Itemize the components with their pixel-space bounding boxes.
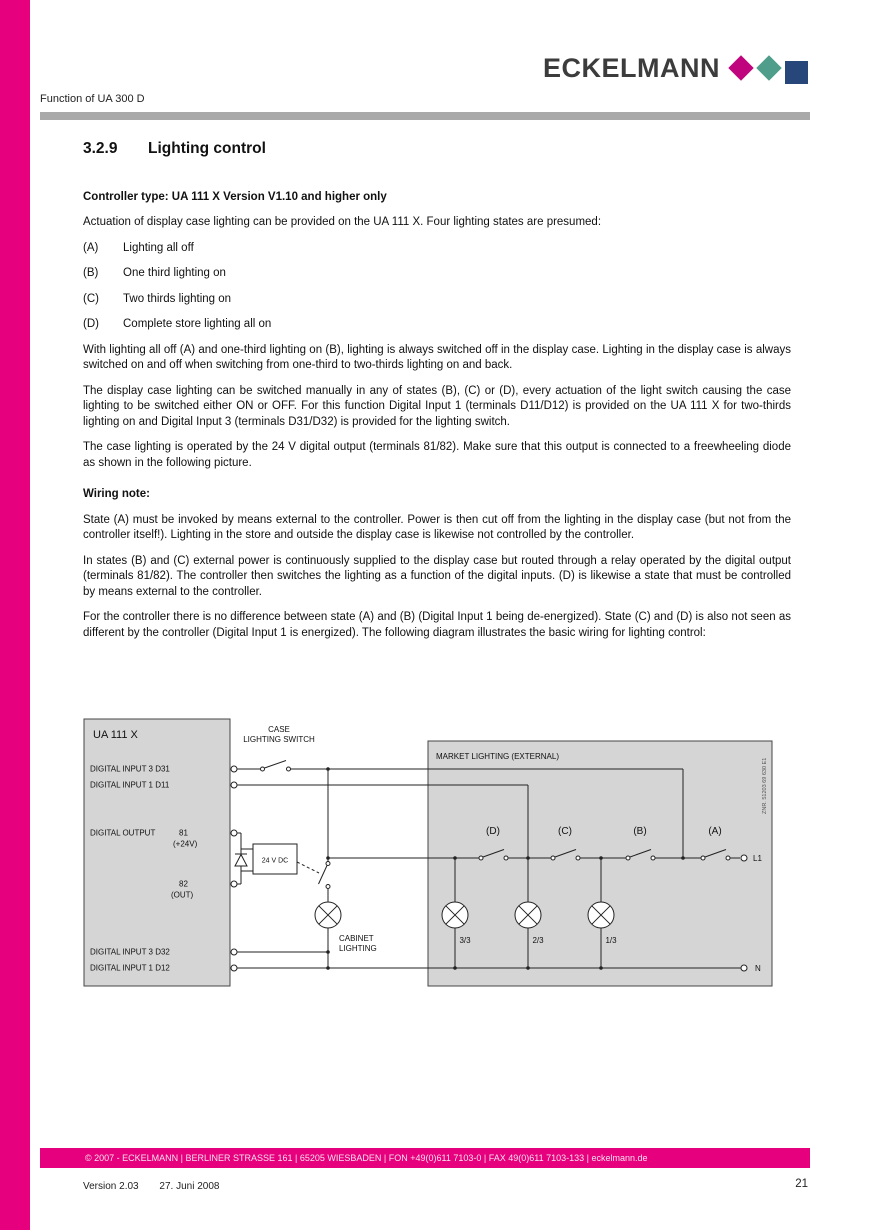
header-rule [40,112,810,120]
label-d11: DIGITAL INPUT 1 D11 [90,780,170,790]
terminal-n [741,965,747,971]
main-content [83,141,791,641]
switch-b-label: (B) [633,826,647,837]
wiring-diagram-svg [83,716,791,994]
date-text: 27. Juni 2008 [159,1181,220,1192]
terminal-l1 [741,855,747,861]
wiring-note-heading: Wiring note: [83,488,150,500]
state-item-a [83,241,791,257]
state-text: Complete store lighting all on [123,318,272,330]
state-text: Two thirds lighting on [123,292,232,305]
state-item-b [83,266,791,282]
state-item-c [83,292,791,308]
case-switch-label-2: LIGHTING SWITCH [243,735,315,744]
switch-a-label: (A) [708,826,722,837]
state-text: One third lighting on [123,267,226,279]
label-d32: DIGITAL INPUT 3 D32 [90,947,170,957]
cabinet-lamp-icon [315,902,341,928]
relay-mechanical-link [297,862,319,873]
intro-paragraph: Actuation of display case lighting can be provided on the UA 111 X. Four lighting states are presumed: [83,216,602,228]
brand-accent-bar [0,0,30,1230]
state-label: (A) [83,241,99,254]
freewheeling-diode-icon [235,855,247,867]
heading-title: Lighting control [148,140,266,157]
paragraph-2: The display case lighting can be switched manually in any of states (B), (C) or (D), every actuation of the light switch causing the case lighting to be switched either ON or OFF. For this function Digital Input 1 (terminals D11/D12) is provided on the UA 111 X for two-thirds lighting on and Digital Input 3 (terminals D31/D32) is provided for the lighting switch. [83,384,791,428]
eckelmann-logo [543,52,808,84]
document-section-label: Function of UA 300 D [40,93,145,105]
switch-c-label: (C) [558,826,572,837]
wiring-diagram [83,716,791,994]
green-diamond-icon [756,55,781,80]
label-d12: DIGITAL INPUT 1 D12 [90,963,170,973]
controller-title: UA 111 X [93,729,138,741]
paragraph-1: With lighting all off (A) and one-third lighting on (B), lighting is always switched off in the display case. Lighting in the display case is always switched on and off when switching from one-third to two-thirds lighting on and back. [83,343,791,371]
cabinet-lighting-label-1: CABINET [339,934,374,943]
case-switch-label-1: CASE [268,725,290,734]
label-d31: DIGITAL INPUT 3 D31 [90,764,170,774]
footer-copyright-bar: © 2007 - ECKELMANN | BERLINER STRASSE 161 | 65205 WIESBADEN | FON +49(0)611 7103-0 | FAX 49(0)611 7103-133 | eckelmann.de [40,1148,810,1168]
paragraph-6: For the controller there is no difference between state (A) and (B) (Digital Input 1 being de-energized). State (C) and (D) is also not seen as different by the controller (Digital Input 1 is energized). The following diagram illustrates the basic wiring for lighting control: [83,611,791,639]
state-label: (D) [83,318,99,330]
paragraph-5: In states (B) and (C) external power is continuously supplied to the display case but routed through a relay operated by the digital output (terminals 81/82). The controller then switches the lighting as a function of the digital inputs. (D) is likewise a state that must be controlled by means external to the controller. [83,554,791,598]
paragraph-4: State (A) must be invoked by means external to the controller. Power is then cut off from the lighting in the display case (but not from the controller itself!). Lighting in the store and outside the display case is likewise not controlled by the controller. [83,513,791,541]
version-text: Version 2.03 [83,1181,139,1192]
market-lighting-box [428,741,772,986]
label-24v: (+24V) [173,839,198,849]
label-82: 82 [179,879,188,889]
relay-contact-arm [319,866,328,885]
blue-square-icon [785,61,808,84]
page-number: 21 [795,1178,808,1190]
state-item-d [83,317,791,333]
lamp-2-3-label: 2/3 [532,936,544,945]
paragraph-3: The case lighting is operated by the 24 V digital output (terminals 81/82). Make sure that this output is connected to a freewheeling diode as shown in the following picture. [83,441,791,469]
case-lighting-switch-arm [265,761,287,769]
phase-label: L1 [753,854,762,863]
logo-text: ECKELMANN [543,52,720,83]
lamp-1-3-icon [588,902,614,928]
market-lighting-title: MARKET LIGHTING (EXTERNAL) [436,752,559,761]
switch-d-label: (D) [486,826,500,837]
relay-coil-label: 24 V DC [261,857,289,865]
lighting-states-list [83,241,791,333]
controller-box [84,719,230,986]
controller-type-note: Controller type: UA 111 X Version V1.10 and higher only [83,190,387,203]
drawing-number: ZNR. 51203 69 630 E1 [762,757,768,814]
neutral-label: N [755,964,761,973]
lamp-2-3-icon [515,902,541,928]
footer-meta [83,1181,219,1192]
lamp-3-3-icon [442,902,468,928]
heading-number: 3.2.9 [83,140,118,157]
lamp-3-3-label: 3/3 [459,936,471,945]
label-digital-output: DIGITAL OUTPUT [90,828,156,838]
lamp-1-3-label: 1/3 [605,936,617,945]
label-out: (OUT) [171,890,194,900]
state-label: (C) [83,292,99,305]
state-text: Lighting all off [123,241,194,254]
label-81: 81 [179,828,188,838]
state-label: (B) [83,267,99,279]
magenta-diamond-icon [728,55,753,80]
section-heading [83,141,791,157]
logo-mark-icon [732,52,808,84]
cabinet-lighting-label-2: LIGHTING [339,944,377,953]
